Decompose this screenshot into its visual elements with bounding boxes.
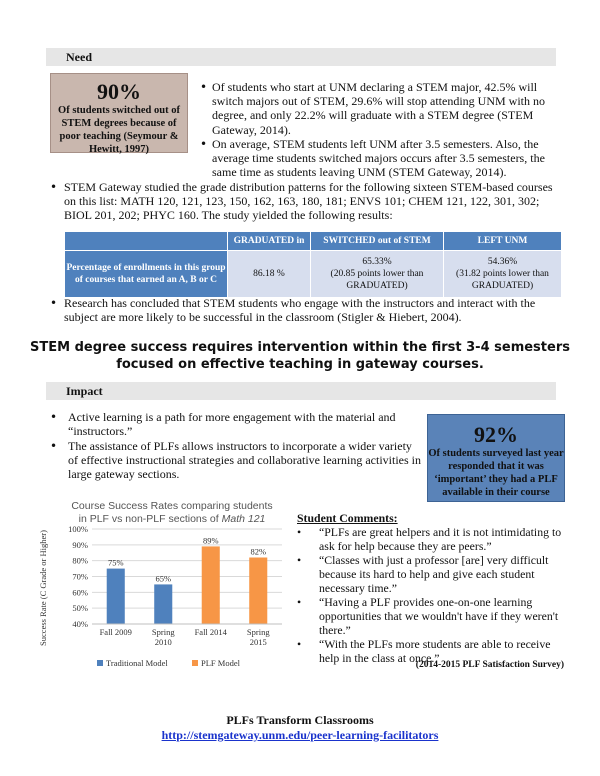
impact-section-label: Impact <box>66 384 103 398</box>
chart-bars <box>107 535 268 624</box>
chart-x-tick-label: Spring 2015 <box>246 627 270 647</box>
chart-title-italic: Math 121 <box>221 513 266 525</box>
comment-item <box>297 595 567 637</box>
table-header-row <box>65 232 562 251</box>
need-section-label: Need <box>66 50 92 64</box>
bullet-dot: • <box>297 637 302 651</box>
chart-y-tick-label: 90% <box>72 539 88 550</box>
need-section-header <box>46 48 556 66</box>
footer-link[interactable]: http://stemgateway.unm.edu/peer-learning-facilitators <box>161 728 439 742</box>
comment-text: “Classes with just a professor [are] very difficult because its hard to help and give each student necessary time.” <box>319 553 549 595</box>
chart-bar <box>249 558 267 625</box>
table-cell <box>228 251 311 298</box>
chart-data-label: 82% <box>250 546 267 557</box>
impact-bullet-1: Active learning is a path for more engagement with the material and “instructors.” <box>68 410 396 439</box>
chart-y-tick-label: 50% <box>72 603 88 614</box>
headline: STEM degree success requires intervention within the first 3-4 semesters focused on effective teaching in gateway courses. <box>30 340 570 372</box>
chart-bar <box>107 569 125 624</box>
table-cell-note: (31.82 points lower than GRADUATED) <box>456 269 549 291</box>
footer-title: PLFs Transform Classrooms <box>226 713 374 727</box>
bullet-dot: • <box>200 137 208 151</box>
need-bullet-2: On average, STEM students left UNM after 3.5 semesters. Also, the average time students switched majors occurs after 3.5 semesters, the same time as students leaving UNM (STEM Gateway, 2014). <box>212 137 545 180</box>
bullet-dot: • <box>200 80 208 94</box>
table-cell-note: (20.85 points lower than GRADUATED) <box>330 269 424 291</box>
comment-text: “With the PLFs more students are able to receive help in the class at once.” <box>319 637 551 665</box>
chart-y-axis-label: Success Rate (C Grade or Higher) <box>38 530 48 646</box>
table-header-cell: SWITCHED out of STEM <box>311 232 444 251</box>
chart-legend-label: Traditional Model <box>106 658 168 668</box>
table-cell <box>311 251 444 298</box>
bullet-dot: • <box>50 410 58 424</box>
success-rate-chart <box>32 494 294 680</box>
impact-stat-number: 92% <box>474 422 518 447</box>
table-header-cell: LEFT UNM <box>444 232 562 251</box>
impact-stat-callout <box>427 414 565 502</box>
need-stat-number: 90% <box>97 79 141 104</box>
need-stat-text: Of students switched out of STEM degrees because of poor teaching (Seymour & Hewitt, 1997) <box>58 105 180 155</box>
comment-item <box>297 525 567 553</box>
grade-distribution-table <box>64 231 562 298</box>
comment-text: “Having a PLF provides one-on-one learning opportunities that we wouldn't have if they weren't there.” <box>319 595 559 637</box>
bullet-dot: • <box>297 553 302 567</box>
chart-y-tick-label: 60% <box>72 587 88 598</box>
chart-y-tick-label: 100% <box>68 524 88 534</box>
chart-y-tick-label: 70% <box>72 571 88 582</box>
impact-section-header <box>46 382 556 400</box>
comments-title: Student Comments: <box>297 511 398 525</box>
bullet-dot: • <box>297 525 302 539</box>
chart-x-tick-label: Fall 2014 <box>194 627 227 637</box>
chart-bar <box>202 546 220 624</box>
table-cell-value: 86.18 % <box>253 269 285 279</box>
chart-legend-swatch <box>97 660 103 666</box>
chart-legend <box>97 658 241 668</box>
bullet-dot: • <box>50 180 58 194</box>
need-stat-callout <box>50 73 188 153</box>
bullet-dot: • <box>297 595 302 609</box>
chart-legend-swatch <box>192 660 198 666</box>
chart-bar <box>154 584 172 624</box>
chart-x-tick-label: Spring 2010 <box>151 627 175 647</box>
need-bullet-1: Of students who start at UNM declaring a STEM major, 42.5% will switch majors out of STEM, 29.6% will stop attending UNM with no degree, and only 22.2% will graduate with a STEM degree (STEM Gateway, 2014). <box>212 80 545 137</box>
chart-y-ticks <box>68 524 88 629</box>
table-row <box>65 251 562 298</box>
need-bullet-3: STEM Gateway studied the grade distribution patterns for the following sixteen STEM-based courses on this list: MATH 120, 121, 123, 150, 162, 163, 180, 181; ENVS 101; CHEM 121, 122, 301, 302; BIOL 201, 202; PHYC 160. The study yielded the following results: <box>64 180 553 223</box>
bullet-dot: • <box>50 296 58 310</box>
footer-link-wrap <box>0 728 600 743</box>
table-cell-value: 54.36% <box>487 257 518 267</box>
chart-data-label: 75% <box>107 557 124 568</box>
chart-data-label: 89% <box>202 535 219 546</box>
comment-item <box>297 553 567 595</box>
chart-title: Course Success Rates comparing students <box>71 500 273 512</box>
impact-bullet-2: The assistance of PLFs allows instructors to incorporate a wider variety of effective instructional strategies and collaborative learning activities in large gateway sections. <box>68 439 421 482</box>
comment-text: “PLFs are great helpers and it is not intimidating to ask for help because they are peers.” <box>319 525 562 553</box>
need-bullet-4: Research has concluded that STEM students who engage with the instructors and interact with the subject are more likely to be successful in the classroom (Stigler & Hiebert, 2004). <box>64 296 536 325</box>
chart-title-text: in PLF vs non-PLF sections of <box>78 513 219 525</box>
chart-title-line2 <box>79 513 266 525</box>
chart-data-label: 65% <box>155 573 172 584</box>
table-header-cell: GRADUATED in <box>228 232 311 251</box>
bullet-dot: • <box>50 439 58 453</box>
chart-y-tick-label: 80% <box>72 555 88 566</box>
table-row-label: Percentage of enrollments in this group of courses that earned an A, B or C <box>65 251 228 298</box>
chart-x-ticks <box>92 624 282 647</box>
chart-y-tick-label: 40% <box>72 619 88 629</box>
student-comments <box>297 511 567 665</box>
chart-legend-label: PLF Model <box>201 658 240 668</box>
table-cell-value: 65.33% <box>362 257 392 267</box>
comments-source: (2014-2015 PLF Satisfaction Survey) <box>415 660 564 670</box>
chart-x-tick-label: Fall 2009 <box>99 627 132 637</box>
impact-stat-text: Of students surveyed last year responded that it was ‘important’ they had a PLF available in their course <box>428 448 564 498</box>
table-cell <box>444 251 562 298</box>
table-header-cell <box>65 232 228 251</box>
